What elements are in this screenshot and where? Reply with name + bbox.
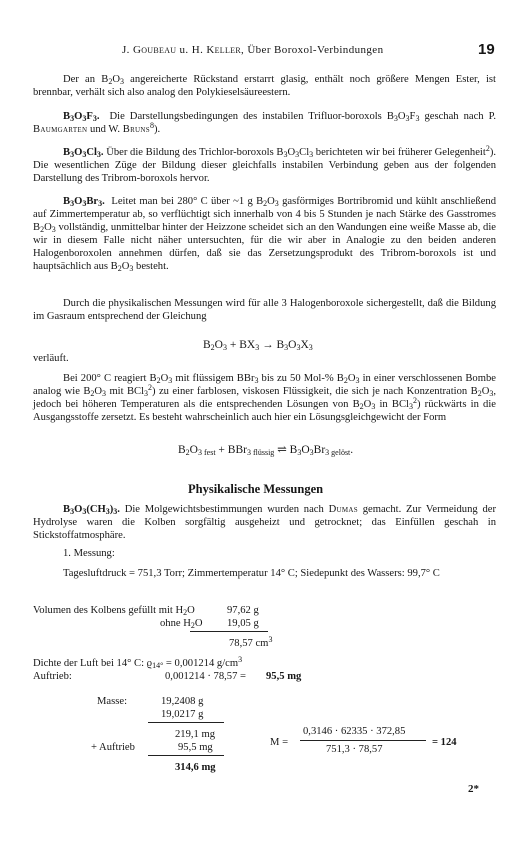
auftrieb-expression: 0,001214 · 78,57 =	[165, 671, 247, 682]
molar-mass-numerator: 0,3146 · 62335 · 372,85	[303, 726, 406, 737]
masse-value-1: 19,2408 g	[161, 696, 204, 707]
paragraph-tribrom: $B_3O_3Br_3$. Leitet man bei 280° C über ~1 g $B_2O_3$ gasförmiges Bortribromid und kühlt anschließend auf Zimmertemperatur ab, so verflüchtigt sich innerhalb von 4 bis 5 Stunden je nach Stärke des Gasstromes $B_2O_3$ vollständig, unmittelbar hinter der Heizzone scheidet sich an den Wandungen eine weiße Masse ab, die wir in diesem Falle nicht näher untersuchten, für die wir aber in Analogie zu den beiden anderen Halogenboroxolen annehmen dürfen, daß sie das Zersetzungsprodukt des Tribrom-boroxols ist und hauptsächlich aus $B_2O_3$ besteht.	[33, 196, 496, 274]
measurement-conditions: Tagesluftdruck = 751,3 Torr; Zimmertemperatur 14° C; Siedepunkt des Wassers: 99,7° C	[63, 568, 440, 579]
masse-rule	[148, 722, 224, 723]
molar-mass-denominator: 751,3 · 78,57	[326, 744, 383, 755]
paragraph-ester: Der an $B_2O_3$ angereicherte Rückstand erstarrt glasig, enthält noch größere Mengen Ester, ist brennbar, verhält sich also analog den Polykieselsäureestern.	[33, 74, 496, 99]
equation-bildung: $B_2O_3 + BX_3 \to B_3O_3X_3$	[203, 339, 313, 352]
page-number: 19	[478, 41, 495, 58]
paragraph-bbr3: Bei 200° C reagiert $B_2O_3$ mit flüssigem BBr$_3$ bis zu 50 Mol-% $B_2O_3$ in einer verschlossenen Bombe analog wie $B_2O_3$ mit BCl$_3^2$) zu einer farblosen, viskosen Flüssigkeit, die sich je nach Konzentration $B_2O_3$, jedoch bei höheren Temperaturen als die entsprechenden Lösungen von $B_2O_3$ in BCl$_3^2$) rückwärts in die Ausgangsstoffe zersetzt. Es besteht wahrscheinlich auch hier ein Lösungsgleichgewicht der Form	[33, 373, 496, 424]
masse-value-2: 19,0217 g	[161, 709, 204, 720]
plus-auftrieb-label: + Auftrieb	[91, 742, 135, 753]
section-title: Physikalische Messungen	[188, 482, 324, 496]
volume-label: Volumen des Kolbens gefüllt mit $H_2O$	[33, 605, 195, 617]
volume-empty-label: ohne $H_2O$	[160, 618, 203, 630]
paragraph-messungen-intro: Durch die physikalischen Messungen wird für alle 3 Halogenboroxole sichergestellt, daß die Bildung im Gasraum entsprechend der Gleichung	[33, 298, 496, 323]
molar-mass-result: = 124	[432, 737, 457, 748]
volume-result: 78,57 $cm^3$	[229, 635, 273, 649]
mass-sum: 314,6 mg	[175, 762, 216, 773]
volume-empty-value: 19,05 g	[227, 618, 259, 629]
sum-rule	[148, 755, 224, 756]
measurement-label: 1. Messung:	[63, 548, 115, 559]
auftrieb-value: 95,5 mg	[266, 671, 302, 682]
text-verlaeuft: verläuft.	[33, 353, 69, 364]
signature-mark: 2*	[468, 783, 479, 795]
volume-full-value: 97,62 g	[227, 605, 259, 616]
plus-auftrieb-value: 95,5 mg	[178, 742, 213, 753]
density-label: Dichte der Luft bei 14° C: $ϱ_{14^\circ} = 0,001214$ $g/cm^3$	[33, 655, 243, 670]
molar-mass-label: M =	[270, 737, 289, 748]
auftrieb-label: Auftrieb:	[33, 671, 72, 682]
masse-label: Masse:	[97, 696, 128, 707]
paragraph-trifluor: $B_3O_3F_3$. Die Darstellungsbedingungen des instabilen Trifluor-boroxols $B_3O_3F_3$ geschah nach P. Baumgarten und W. Bruns$^8$).	[33, 111, 496, 136]
molar-mass-fraction-bar	[300, 740, 426, 741]
paragraph-trichlor: $B_3O_3Cl_3$. Über die Bildung des Trichlor-boroxols $B_3O_3Cl_3$ berichteten wir bei früherer Gelegenheit$^2$). Die wesentlichen Züge der Bildung dieser gleichfalls instabilen Verbindung geben aus der folgenden Darstellung des Tribrom-boroxols hervor.	[33, 144, 496, 185]
paragraph-dumas: $B_3O_3(CH_3)_3$. Die Molgewichtsbestimmungen wurden nach Dumas gemacht. Zur Vermeidung der Hydrolyse waren die Kolben sorgfältig ausgeheizt und getrocknet; das Einfüllen geschah in Stickstoffatmosphäre.	[33, 504, 496, 542]
equation-gleichgewicht: $B_2O_{3 fest} + BBr_{3 flüssig}$ ⇌ $B_3O_3Br_{3 gelöst}$.	[178, 444, 354, 457]
running-title: J. Goubeau u. H. Keller, Über Boroxol-Verbindungen	[122, 44, 384, 56]
volume-rule	[190, 631, 268, 632]
mass-difference: 219,1 mg	[175, 729, 216, 740]
